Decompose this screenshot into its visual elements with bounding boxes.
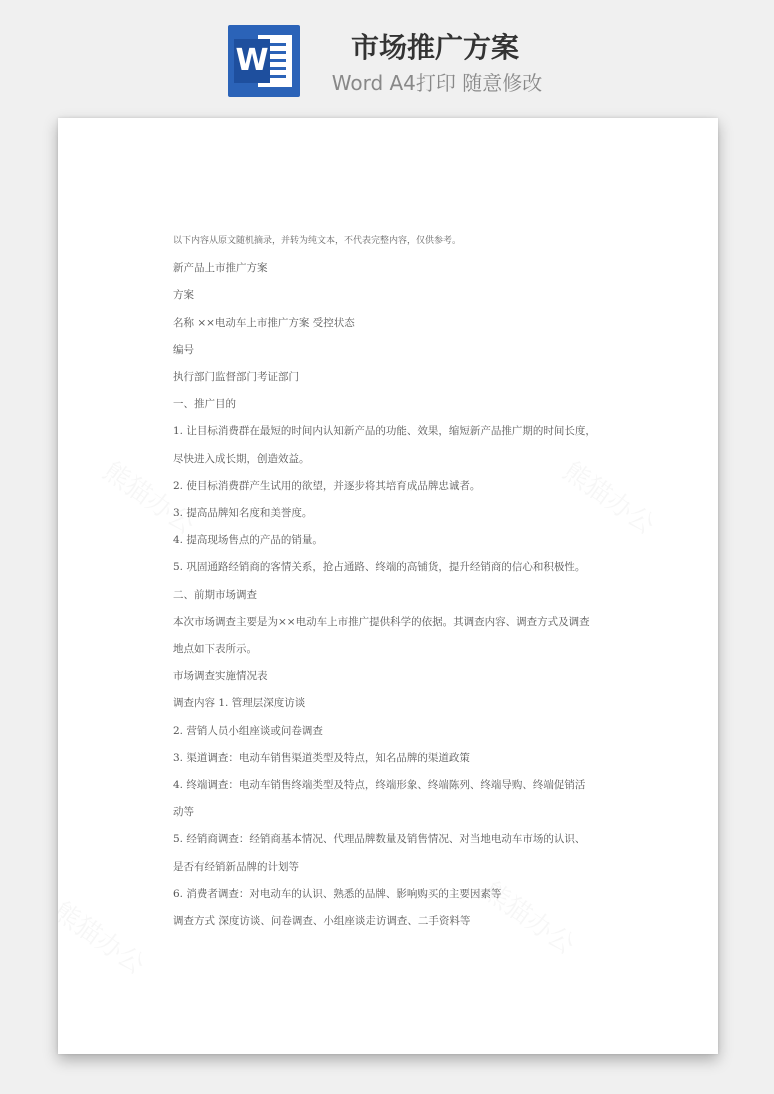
page-title: 市场推广方案 [350, 31, 519, 64]
excerpt-notice: 以下内容从原文随机摘录，并转为纯文本，不代表完整内容，仅供参考。 [173, 236, 462, 246]
doc-line: 2. 营销人员小组座谈或问卷调查 [173, 724, 323, 737]
doc-line: 执行部门监督部门考证部门 [173, 371, 299, 384]
doc-line: 4. 提高现场售点的产品的销量。 [173, 534, 323, 547]
section-heading: 二、前期市场调查 [173, 588, 257, 601]
doc-line: 2. 使目标消费群产生试用的欲望，并逐步将其培育成品牌忠诚者。 [173, 479, 481, 492]
watermark [58, 892, 153, 982]
doc-line: 调查内容 1. 管理层深度访谈 [173, 697, 306, 710]
page-subtitle: Word A4打印 随意修改 [331, 71, 543, 95]
doc-line: 尽快进入成长期，创造效益。 [173, 452, 310, 465]
doc-line: 调查方式 深度访谈、问卷调查、小组座谈走访调查、二手资料等 [173, 915, 471, 928]
doc-line: 动等 [173, 806, 194, 819]
section-heading: 一、推广目的 [173, 398, 236, 411]
doc-line: 1. 让目标消费群在最短的时间内认知新产品的功能、效果，缩短新产品推广期的时间长度， [173, 425, 596, 438]
doc-heading: 新产品上市推广方案 [173, 262, 268, 275]
doc-line: 是否有经销新品牌的计划等 [173, 860, 299, 873]
doc-line: 6. 消费者调查：对电动车的认识、熟悉的品牌、影响购买的主要因素等 [173, 887, 502, 900]
doc-line: 4. 终端调查：电动车销售终端类型及特点，终端形象、终端陈列、终端导购、终端促销活 [173, 779, 586, 792]
doc-line: 编号 [173, 343, 194, 356]
table-title: 市场调查实施情况表 [173, 670, 268, 683]
document-page [58, 118, 718, 1054]
word-letter-badge: W [234, 39, 270, 83]
doc-line: 3. 渠道调查：电动车销售渠道类型及特点，知名品牌的渠道政策 [173, 751, 470, 764]
doc-line: 5. 巩固通路经销商的客情关系，抢占通路、终端的高铺货，提升经销商的信心和积极性。 [173, 561, 586, 574]
document-body [173, 228, 613, 935]
doc-line: 5. 经销商调查：经销商基本情况、代理品牌数量及销售情况、对当地电动车市场的认识、 [173, 833, 586, 846]
doc-line: 本次市场调查主要是为××电动车上市推广提供科学的依据。其调查内容、调查方式及调查 [173, 615, 590, 628]
doc-line: 名称 ××电动车上市推广方案 受控状态 [173, 316, 355, 329]
doc-line: 方案 [173, 289, 194, 302]
word-doc-icon [228, 25, 300, 97]
doc-line: 地点如下表所示。 [173, 643, 257, 656]
doc-line: 3. 提高品牌知名度和美誉度。 [173, 507, 313, 520]
header [0, 0, 774, 115]
